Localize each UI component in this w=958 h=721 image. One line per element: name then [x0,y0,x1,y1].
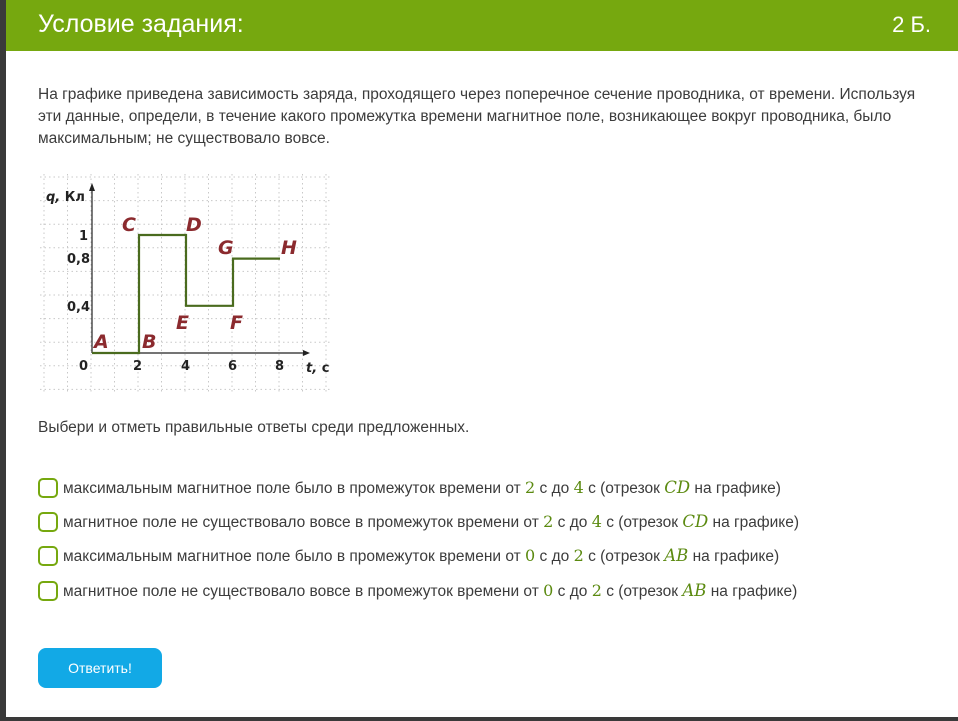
x-axis-label-var: t, [306,361,318,376]
x-axis-label-unit: с [321,361,330,376]
option-text [63,512,799,532]
option-text-part: на графике) [710,583,798,600]
x-tick-label: 2 [133,359,143,374]
point-label-f: F [230,312,243,334]
x-tick-label: 8 [275,359,285,374]
y-axis-label-unit: Кл [64,190,85,205]
option-text-part: магнитное поле не существовало вовсе в промежуток времени от [63,514,539,531]
x-axis-arrow [303,350,310,356]
y-axis-arrow [89,183,95,191]
checkbox[interactable] [38,512,58,532]
task-statement: На графике приведена зависимость заряда, проходящего через поперечное сечение проводника, от времени. Используя эти данные, определи, в течение какого промежутка времени магнитное поле, возникающее вокруг проводника, было максимальным; не существовало вовсе. [38,86,916,147]
axes [89,183,310,356]
option-text [63,581,797,601]
point-label-d: D [186,214,202,236]
option-text-part: на графике) [694,480,781,497]
x-tick-label: 4 [181,359,191,374]
option-number: 4 [573,478,584,497]
option-number: 4 [591,512,602,531]
option-text-part: на графике) [692,548,780,565]
answer-option[interactable] [38,478,781,498]
option-text [63,478,781,498]
option-text-part: с до [557,514,588,531]
answer-option[interactable] [38,546,779,566]
option-number: 2 [543,512,554,531]
checkbox[interactable] [38,546,58,566]
option-text-part: с (отрезок [588,480,660,497]
x-tick-label: 6 [228,359,238,374]
checkbox[interactable] [38,478,58,498]
option-number: 0 [543,581,554,600]
checkbox[interactable] [38,581,58,601]
x-axis-label [306,361,329,376]
y-tick-label: 0,8 [67,252,91,267]
answer-option[interactable] [38,512,799,532]
point-label-b: B [142,331,157,353]
y-axis-label [46,190,85,205]
point-label-c: C [122,214,136,236]
option-text [63,546,779,566]
chart-line [92,235,280,353]
option-segment: CD [682,512,709,531]
x-tick-label: 0 [79,359,89,374]
bottom-border [0,717,958,721]
option-text-part: с (отрезок [588,548,660,565]
submit-button[interactable]: Ответить! [38,648,162,688]
option-text-part: максимальным магнитное поле было в промежуток времени от [63,548,521,565]
option-text-part: на графике) [712,514,800,531]
y-tick-label: 0,4 [67,300,91,315]
option-text-part: максимальным магнитное поле было в промежуток времени от [63,480,521,497]
task-header [6,0,958,51]
left-border [0,0,6,721]
instruction-text: Выбери и отметь правильные ответы среди предложенных. [38,419,470,436]
point-label-e: E [176,312,189,334]
option-text-part: с до [557,583,588,600]
option-number: 0 [525,546,536,565]
charge-time-graph [38,170,333,395]
y-axis-label-var: q, [46,190,61,205]
option-text-part: с до [539,480,570,497]
option-segment: AB [682,581,707,600]
point-label-h: H [281,237,297,259]
option-number: 2 [573,546,584,565]
point-labels [92,214,297,353]
option-text-part: с до [539,548,570,565]
option-text-part: с (отрезок [606,514,679,531]
point-label-a: A [94,331,109,353]
option-text-part: магнитное поле не существовало вовсе в промежуток времени от [63,583,539,600]
y-tick-label: 1 [79,229,89,244]
option-number: 2 [591,581,602,600]
point-label-g: G [218,237,234,259]
option-segment: AB [664,546,689,565]
option-segment: CD [664,478,691,497]
task-title: Условие задания: [38,10,244,38]
task-points: 2 Б. [892,12,931,37]
option-number: 2 [525,478,536,497]
option-text-part: с (отрезок [606,583,679,600]
answer-option[interactable] [38,581,797,601]
